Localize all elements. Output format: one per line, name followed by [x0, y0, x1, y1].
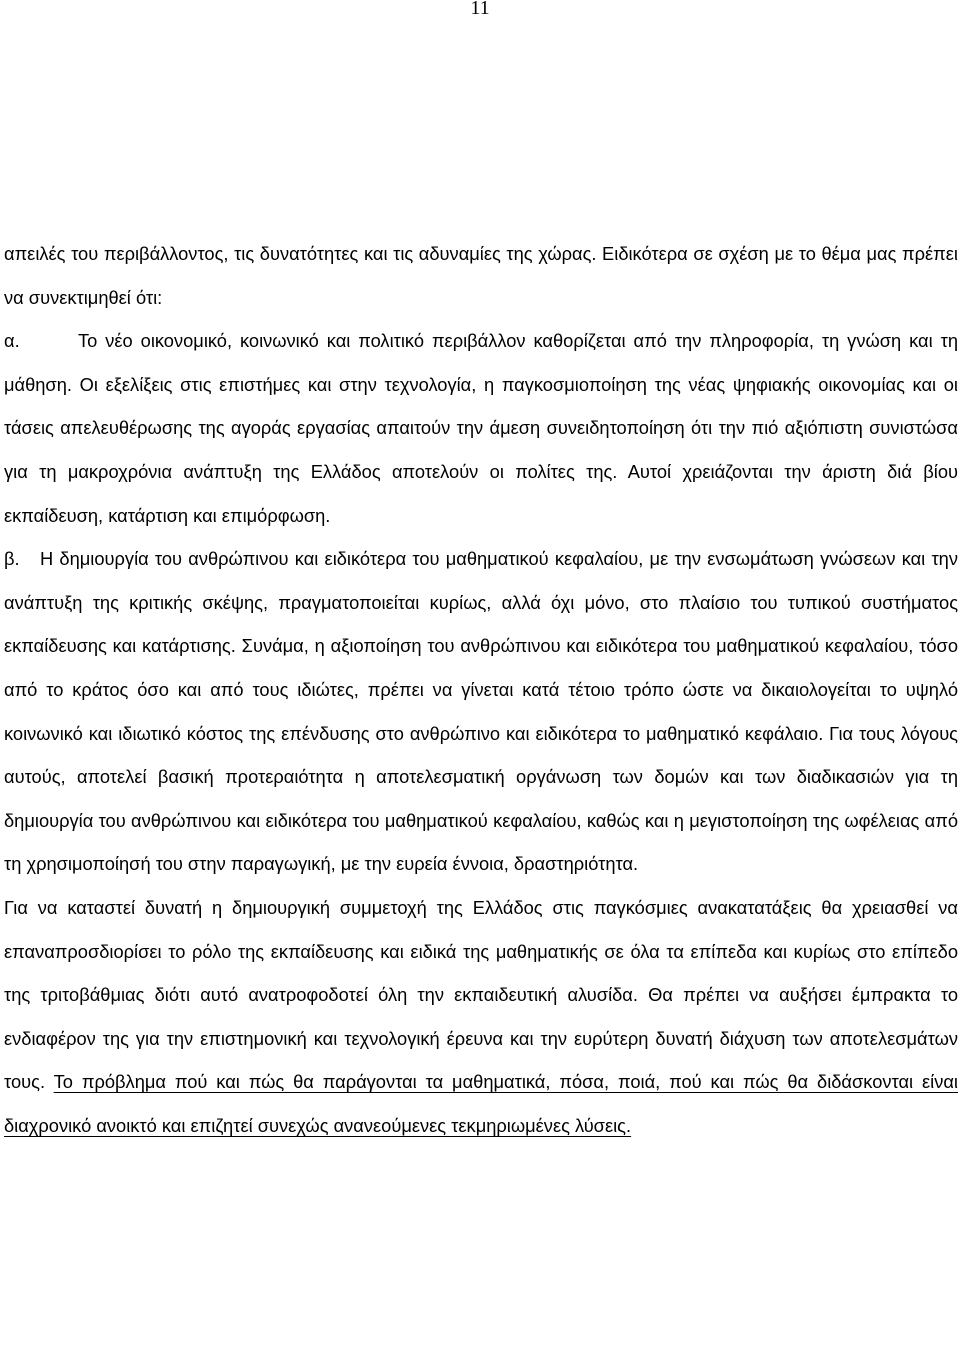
item-alpha-paragraph	[4, 319, 958, 537]
document-body	[4, 232, 958, 1147]
item-alpha-label: α.	[4, 330, 20, 352]
page-number: 11	[470, 0, 490, 19]
item-beta-text: Η δημιουργία του ανθρώπινου και ειδικότερα του μαθηματικού κεφαλαίου, με την ενσωμάτωση γνώσεων και την ανάπτυξη της κριτικής σκέψης, πραγματοποιείται κυρίως, αλλά όχι μόνο, στο πλαίσιο του τυπικού συστήματος εκπαίδευσης και κατάρτισης. Συνάμα, η αξιοποίηση του ανθρώπινου και ειδικότερα του μαθηματικού κεφαλαίου, τόσο από το κράτος όσο και από τους ιδιώτες, πρέπει να γίνεται κατά τέτοιο τρόπο ώστε να δικαιολογείται το υψηλό κοινωνικό και ιδιωτικό κόστος της επένδυσης στο ανθρώπινο και ειδικότερα το μαθηματικό κεφάλαιο. Για τους λόγους αυτούς, αποτελεί βασική προτεραιότητα η αποτελεσματική οργάνωση των δομών και των διαδικασιών για τη δημιουργία του ανθρώπινου και ειδικότερα του μαθηματικού κεφαλαίου, καθώς και η μεγιστοποίηση της ωφέλειας από τη χρησιμοποίησή του στην παραγωγική, με την ευρεία έννοια, δραστηριότητα.	[4, 548, 958, 875]
closing-paragraph	[4, 886, 958, 1148]
closing-underlined-text: Το πρόβλημα πού και πώς θα παράγονται τα μαθηματικά, πόσα, ποιά, πού και πώς θα διδάσκονται είναι διαχρονικό ανοικτό και επιζητεί συνεχώς ανανεούμενες τεκμηριωμένες λύσεις.	[4, 1071, 958, 1136]
item-beta-paragraph	[4, 537, 958, 886]
item-beta-label: β.	[4, 548, 20, 570]
intro-paragraph: απειλές του περιβάλλοντος, τις δυνατότητες και τις αδυναμίες της χώρας. Ειδικότερα σε σχέση με το θέμα μας πρέπει να συνεκτιμηθεί ότι:	[4, 243, 958, 308]
closing-text: Για να καταστεί δυνατή η δημιουργική συμμετοχή της Ελλάδος στις παγκόσμιες ανακατατάξεις θα χρειασθεί να επαναπροσδιορίσει το ρόλο της εκπαίδευσης και ειδικά της μαθηματικής σε όλα τα επίπεδα και κυρίως στο επίπεδο της τριτοβάθμιας διότι αυτό ανατροφοδοτεί όλη την εκπαιδευτική αλυσίδα. Θα πρέπει να αυξήσει έμπρακτα το ενδιαφέρον της για την επιστημονική και τεχνολογική έρευνα και την ευρύτερη δυνατή διάχυση των αποτελεσμάτων τους.	[4, 896, 958, 1093]
item-alpha-text: Το νέο οικονομικό, κοινωνικό και πολιτικό περιβάλλον καθορίζεται από την πληροφορία, τη γνώση και τη μάθηση. Οι εξελίξεις στις επιστήμες και στην τεχνολογία, η παγκοσμιοποίηση της νέας ψηφιακής οικονομίας και οι τάσεις απελευθέρωσης της αγοράς εργασίας απαιτούν την άμεση συνειδητοποίηση ότι την πιό αξιόπιστη συνιστώσα για τη μακροχρόνια ανάπτυξη της Ελλάδος αποτελούν οι πολίτες της. Αυτοί χρειάζονται την άριστη διά βίου εκπαίδευση, κατάρτιση και επιμόρφωση.	[4, 330, 958, 526]
